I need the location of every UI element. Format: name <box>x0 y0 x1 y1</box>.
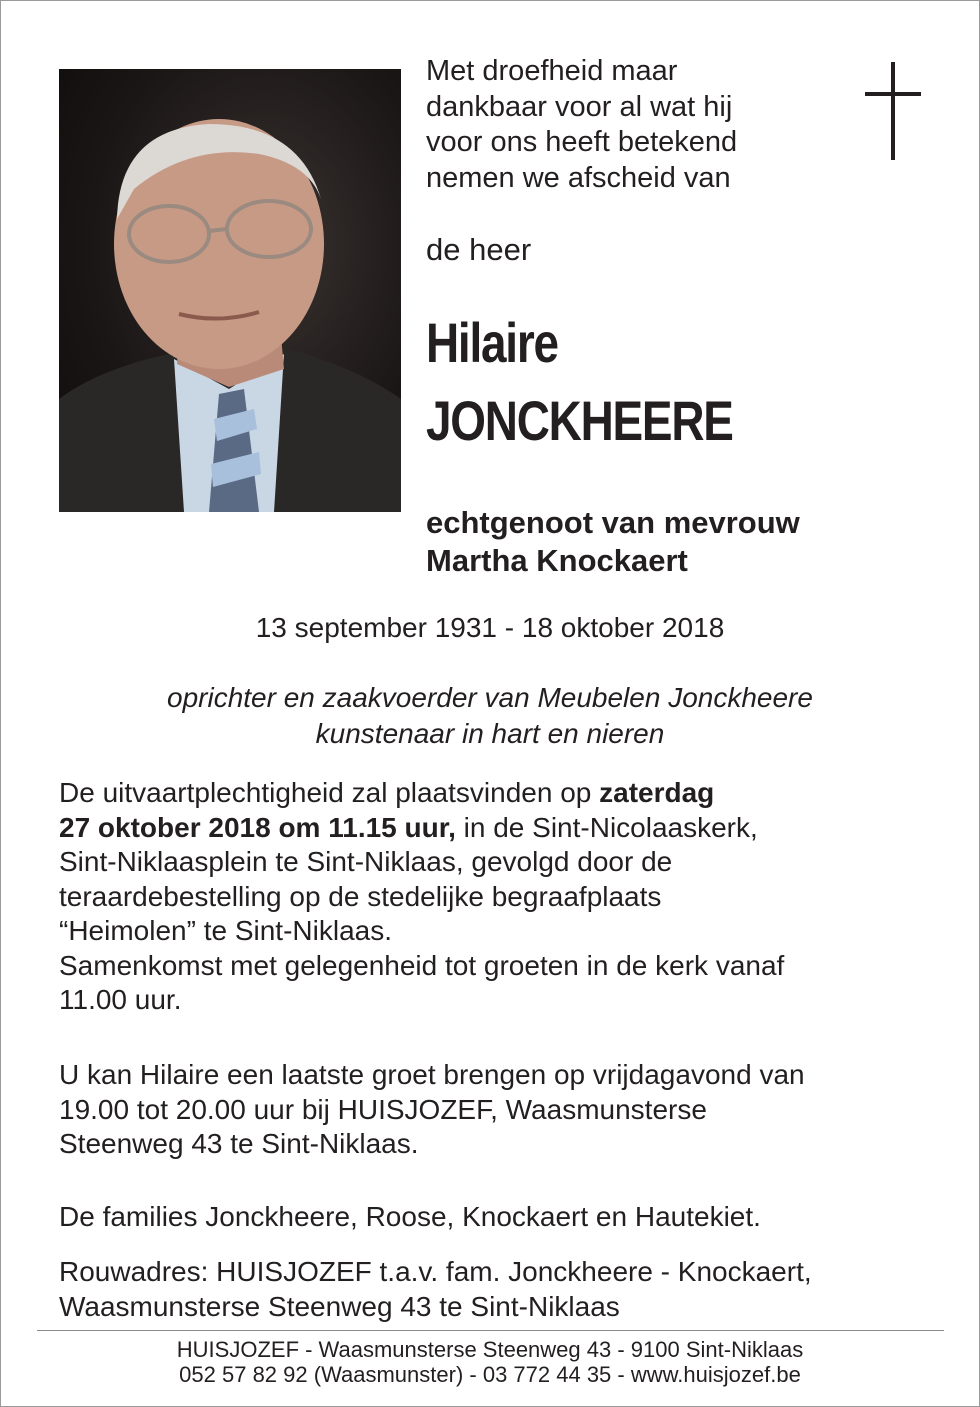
visit-paragraph <box>59 1058 939 1162</box>
portrait-photo <box>59 69 401 512</box>
text-line: 11.00 uur. <box>59 984 182 1015</box>
tagline <box>0 680 980 752</box>
text-line: 19.00 tot 20.00 uur bij HUISJOZEF, Waasmunsterse <box>59 1093 707 1125</box>
text-line: “Heimolen” te Sint-Niklaas. <box>59 915 392 946</box>
text-line: Waasmunsterse Steenweg 43 te Sint-Niklaas <box>59 1290 620 1322</box>
cross-icon <box>865 62 921 160</box>
footer-divider <box>37 1330 944 1331</box>
text-line: U kan Hilaire een laatste groet brengen op vrijdagavond van <box>59 1059 805 1090</box>
text-line: Rouwadres: HUISJOZEF t.a.v. fam. Jonckheere - Knockaert, <box>59 1256 812 1287</box>
tagline-line: oprichter en zaakvoerder van Meubelen Jonckheere <box>167 682 813 713</box>
text-line: Steenweg 43 te Sint-Niklaas. <box>59 1128 419 1159</box>
text-segment: in de Sint-Nicolaaskerk, <box>455 811 758 843</box>
footer-address: HUISJOZEF - Waasmunsterse Steenweg 43 - 9100 Sint-Niklaas <box>176 1337 804 1362</box>
honorific: de heer <box>426 232 532 267</box>
mourning-address <box>59 1255 939 1324</box>
text-segment-bold: 27 oktober 2018 om 11.15 uur, <box>59 811 456 843</box>
text-line: Sint-Niklaasplein te Sint-Niklaas, gevolgd door de <box>59 846 673 877</box>
text-line: teraardebestelling op de stedelijke begraafplaats <box>59 880 662 912</box>
footer-contact: 052 57 82 92 (Waasmunster) - 03 772 44 35 - www.huisjozef.be <box>179 1362 801 1387</box>
families-line: De families Jonckheere, Roose, Knockaert en Hautekiet. <box>59 1201 761 1232</box>
text-line: Samenkomst met gelegenheid tot groeten in de kerk vanaf <box>59 949 785 981</box>
text-segment-bold: zaterdag <box>599 777 715 808</box>
spouse-line: echtgenoot van mevrouw Martha Knockaert <box>426 505 800 578</box>
deceased-last-name: JONCKHEERE <box>426 389 733 452</box>
deceased-first-name: Hilaire <box>426 311 558 374</box>
intro-text: Met droefheid maar dankbaar voor al wat hij voor ons heeft betekend nemen we afscheid van <box>426 55 738 194</box>
tagline-line: kunstenaar in hart en nieren <box>315 718 665 749</box>
text-segment: De uitvaartplechtigheid zal plaatsvinden op <box>59 777 600 808</box>
life-dates: 13 september 1931 - 18 oktober 2018 <box>255 612 725 643</box>
funeral-paragraph <box>59 776 939 1018</box>
